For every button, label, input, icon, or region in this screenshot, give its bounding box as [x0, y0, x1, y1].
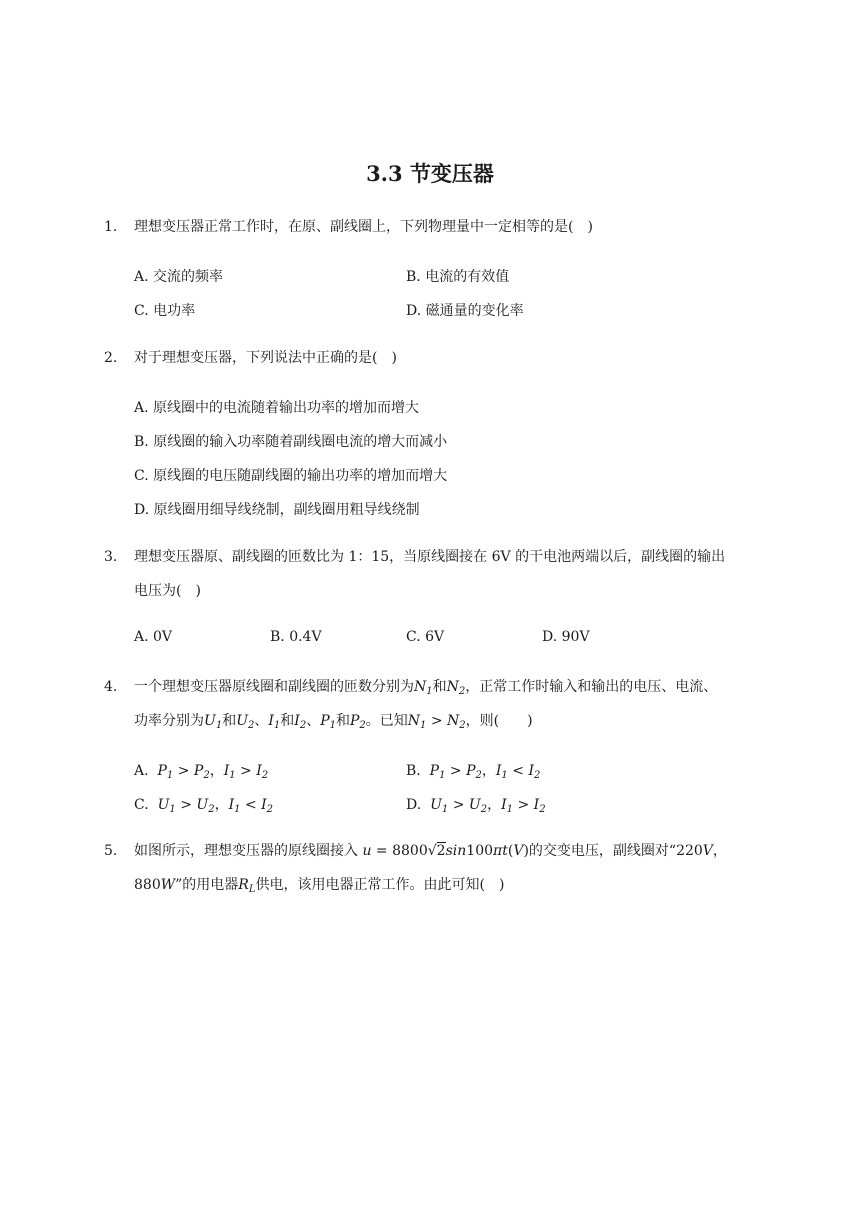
q4-option-a[interactable]: A. $P_1 > P_2$，$I_1 > I_2$	[134, 763, 269, 781]
question-number: 5.	[104, 843, 118, 859]
question-stem-line-2: 880W”的用电器$R_L$供电，该用电器正常工作。由此可知( )	[134, 877, 505, 895]
question-stem-line-2: 电压为( )	[134, 583, 201, 599]
question-number: 3.	[104, 549, 118, 565]
question-stem-line-2: 功率分别为$U_1$和$U_2$、$I_1$和$I_2$、$P_1$和$P_2$。已知$N_1 > N_2$，则( )	[134, 713, 533, 731]
q1-option-c[interactable]: C. 电功率	[134, 303, 196, 319]
question-stem-line-1: 理想变压器原、副线圈的匝数比为 1：15，当原线圈接在 6V 的干电池两端以后，副线圈的输出	[134, 549, 726, 565]
q4-option-d[interactable]: D. $U_1 > U_2$，$I_1 > I_2$	[406, 797, 546, 815]
q4-option-b[interactable]: B. $P_1 > P_2$，$I_1 < I_2$	[406, 763, 541, 781]
question-stem: 理想变压器正常工作时，在原、副线圈上，下列物理量中一定相等的是( )	[134, 219, 593, 235]
q3-option-d[interactable]: D. 90V	[542, 629, 590, 645]
q2-option-c[interactable]: C. 原线圈的电压随副线圈的输出功率的增加而增大	[134, 468, 448, 484]
q2-option-b[interactable]: B. 原线圈的输入功率随着副线圈电流的增大而减小	[134, 434, 448, 450]
question-5	[104, 834, 764, 902]
question-3	[104, 540, 764, 608]
question-stem-line-1: 如图所示，理想变压器的原线圈接入 u = 8800√2sin100πt(V)的交变电压，副线圈对“220V，	[134, 843, 727, 859]
question-stem: 对于理想变压器，下列说法中正确的是( )	[134, 350, 397, 366]
page-title: 3.3 节变压器	[366, 161, 494, 186]
q4-option-c[interactable]: C. $U_1 > U_2$，$I_1 < I_2$	[134, 797, 274, 815]
question-1	[104, 210, 764, 244]
question-stem-line-1: 一个理想变压器原线圈和副线圈的匝数分别为$N_1$和$N_2$，正常工作时输入和输出的电压、电流、	[134, 679, 718, 697]
question-number: 1.	[104, 219, 118, 235]
q3-option-b[interactable]: B. 0.4V	[270, 629, 322, 645]
question-number: 4.	[104, 679, 118, 695]
q2-option-d[interactable]: D. 原线圈用细导线绕制，副线圈用粗导线绕制	[134, 502, 420, 518]
q1-option-a[interactable]: A. 交流的频率	[134, 269, 224, 285]
question-number: 2.	[104, 350, 118, 366]
q3-option-a[interactable]: A. 0V	[134, 629, 173, 645]
q2-option-a[interactable]: A. 原线圈中的电流随着输出功率的增加而增大	[134, 400, 420, 416]
q3-option-c[interactable]: C. 6V	[406, 629, 445, 645]
question-4	[104, 670, 764, 738]
question-2	[104, 341, 764, 375]
q1-option-b[interactable]: B. 电流的有效值	[406, 269, 510, 285]
q1-option-d[interactable]: D. 磁通量的变化率	[406, 303, 524, 319]
